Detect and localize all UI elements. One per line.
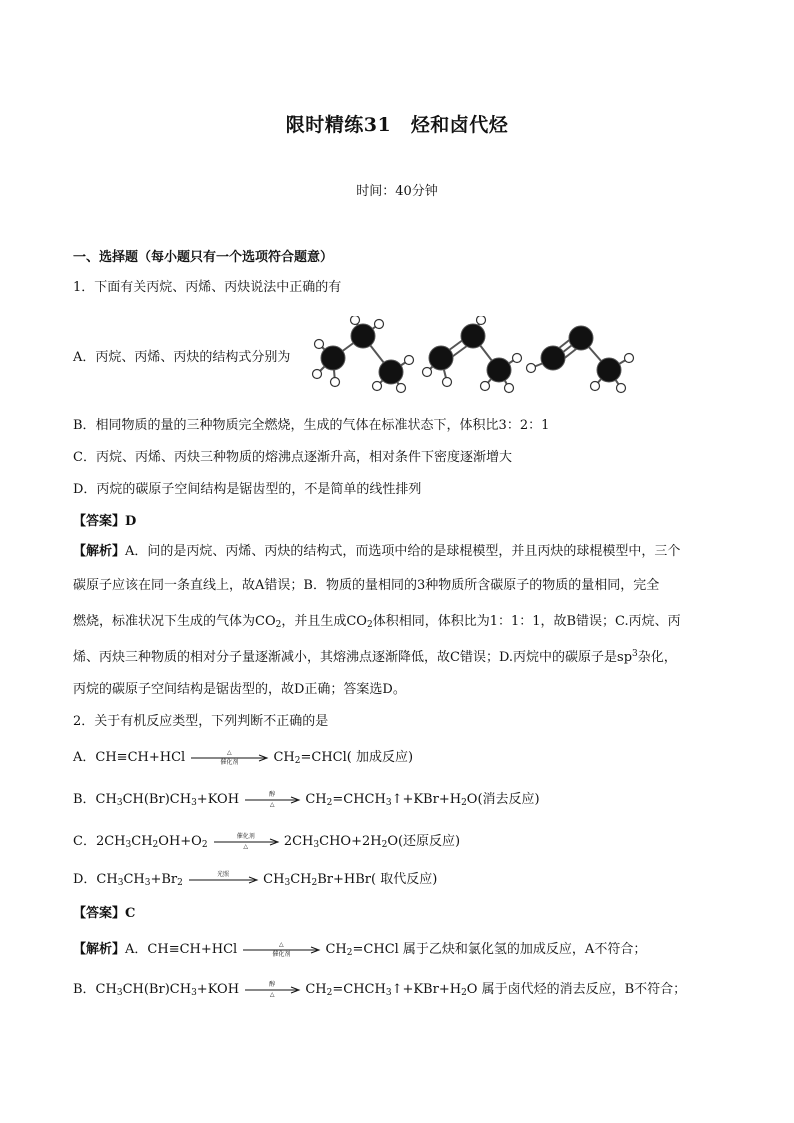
reactants: A．CH≡CH+HCl bbox=[73, 750, 186, 765]
q2-stem: 2．关于有机反应类型，下列判断不正确的是 bbox=[73, 714, 329, 729]
q1-option-a: A．丙烷、丙烯、丙炔的结构式分别为 bbox=[73, 350, 291, 365]
reaction-arrow bbox=[243, 790, 301, 810]
q1-option-d: D．丙烷的碳原子空间结构是锯齿型的，不是简单的线性排列 bbox=[73, 482, 422, 497]
products: O(消去反应) bbox=[466, 792, 540, 807]
q2-analysis-line-1 bbox=[73, 938, 646, 960]
reaction-arrow bbox=[241, 940, 321, 960]
q2-option-a bbox=[73, 746, 413, 768]
reaction-arrow bbox=[189, 748, 269, 768]
reaction-arrow bbox=[187, 870, 259, 890]
subscript: 2 bbox=[461, 988, 467, 998]
subscript: 3 bbox=[116, 798, 123, 808]
analysis-text: ，并且生成CO bbox=[281, 614, 367, 629]
section-heading: 一、选择题（每小题只有一个选项符合题意） bbox=[73, 250, 334, 265]
analysis-text: 烯、丙炔三种物质的相对分子量逐渐减小，其熔沸点逐渐降低，故C错误；D.丙烷中的碳原子是sp bbox=[73, 650, 633, 665]
products: CH bbox=[325, 942, 347, 957]
analysis-text: 杂化， bbox=[637, 650, 677, 665]
products: =CHCH bbox=[332, 982, 386, 997]
reactants: CH bbox=[123, 872, 145, 887]
analysis-text: =CHCl 属于乙炔和氯化氢的加成反应，A不符合； bbox=[352, 942, 647, 957]
arrow-condition: 光照 bbox=[217, 870, 230, 878]
superscript: 3 bbox=[632, 649, 638, 659]
q1-analysis-line-5: 丙烷的碳原子空间结构是锯齿型的，故D正确；答案选D。 bbox=[73, 682, 406, 697]
q1-analysis-line-1 bbox=[73, 540, 680, 559]
reactants: +KOH bbox=[196, 982, 240, 997]
q1-analysis-line-3 bbox=[73, 610, 681, 629]
subscript: 3 bbox=[116, 988, 123, 998]
reactants: B．CH bbox=[73, 982, 117, 997]
reactants: C．2CH bbox=[73, 834, 126, 849]
reaction-arrow bbox=[212, 832, 280, 852]
analysis-text: 体积相同，体积比为1：1：1，故B错误；C.丙烷、丙 bbox=[372, 614, 681, 629]
q2-option-c bbox=[73, 830, 460, 852]
reactants: B．CH bbox=[73, 792, 117, 807]
subscript: 2 bbox=[381, 840, 388, 850]
arrow-condition: 醇 bbox=[269, 790, 276, 798]
subscript: 3 bbox=[125, 840, 132, 850]
products: 2CH bbox=[283, 834, 314, 849]
q1-analysis-line-4 bbox=[73, 646, 677, 665]
subscript: 3 bbox=[144, 878, 151, 888]
subscript: 2 bbox=[346, 948, 353, 958]
subscript: 2 bbox=[366, 620, 373, 630]
subscript: 2 bbox=[201, 840, 208, 850]
reactants: OH+O bbox=[158, 834, 202, 849]
analysis-text: 燃烧，标准状况下生成的气体为CO bbox=[73, 614, 276, 629]
subscript: 3 bbox=[284, 878, 291, 888]
reactants: CH bbox=[131, 834, 153, 849]
q2-option-d bbox=[73, 868, 437, 890]
q2-answer: 【答案】C bbox=[73, 906, 136, 921]
reactants: A．CH≡CH+HCl bbox=[125, 942, 238, 957]
subscript: 3 bbox=[313, 840, 320, 850]
subscript: 2 bbox=[177, 878, 183, 888]
analysis-label: 【解析】 bbox=[73, 544, 126, 559]
subscript: 3 bbox=[385, 988, 392, 998]
page-title: 限时精练31 烃和卤代烃 bbox=[285, 114, 509, 136]
reactants: D．CH bbox=[73, 872, 118, 887]
subscript: 2 bbox=[461, 798, 467, 808]
products: Br+HBr( 取代反应) bbox=[317, 872, 438, 887]
products: CH bbox=[305, 792, 327, 807]
ball-and-stick-models bbox=[305, 316, 645, 394]
subscript: 3 bbox=[385, 798, 392, 808]
reactants: CH(Br)CH bbox=[122, 792, 192, 807]
q2-analysis-line-2 bbox=[73, 978, 686, 1000]
subscript: 3 bbox=[191, 988, 197, 998]
products: CH bbox=[273, 750, 295, 765]
analysis-text: O 属于卤代烃的消去反应，B不符合； bbox=[466, 982, 687, 997]
arrow-condition: △ bbox=[227, 748, 232, 756]
subscript: 2 bbox=[311, 878, 318, 888]
q1-option-b: B．相同物质的量的三种物质完全燃烧，生成的气体在标准状态下，体积比3：2：1 bbox=[73, 418, 550, 433]
products: CH bbox=[263, 872, 285, 887]
subscript: 2 bbox=[294, 756, 301, 766]
arrow-condition: 催化剂 bbox=[220, 758, 239, 766]
time-limit: 时间：40分钟 bbox=[356, 184, 438, 199]
arrow-condition: △ bbox=[269, 990, 275, 998]
arrow-condition: 催化剂 bbox=[236, 832, 255, 840]
products: O(还原反应) bbox=[387, 834, 461, 849]
q1-analysis-line-2: 碳原子应该在同一条直线上，故A错误；B．物质的量相同的3种物质所含碳原子的物质的量相同，完全 bbox=[73, 578, 660, 593]
q1-answer: 【答案】D bbox=[73, 514, 137, 529]
q1-stem: 1．下面有关丙烷、丙烯、丙炔说法中正确的有 bbox=[73, 280, 342, 295]
products: =CHCl( 加成反应) bbox=[300, 750, 414, 765]
subscript: 2 bbox=[152, 840, 159, 850]
analysis-text: A．问的是丙烷、丙烯、丙炔的结构式，而选项中给的是球棍模型，并且丙炔的球棍模型中，三个 bbox=[125, 544, 681, 559]
subscript: 2 bbox=[326, 988, 333, 998]
q1-option-c: C．丙烷、丙烯、丙炔三种物质的熔沸点逐渐升高，相对条件下密度逐渐增大 bbox=[73, 450, 512, 465]
subscript: 3 bbox=[117, 878, 124, 888]
arrow-condition: △ bbox=[279, 940, 284, 948]
reactants: +Br bbox=[150, 872, 178, 887]
products: ↑+KBr+H bbox=[391, 792, 462, 807]
products: CHO+2H bbox=[319, 834, 382, 849]
arrow-condition: 催化剂 bbox=[272, 950, 291, 958]
q2-option-b bbox=[73, 788, 540, 810]
reactants: CH(Br)CH bbox=[122, 982, 192, 997]
reactants: +KOH bbox=[196, 792, 240, 807]
arrow-condition: △ bbox=[243, 842, 249, 850]
arrow-condition: 醇 bbox=[269, 980, 276, 988]
analysis-label: 【解析】 bbox=[73, 942, 126, 957]
reaction-arrow bbox=[243, 980, 301, 1000]
products: CH bbox=[305, 982, 327, 997]
subscript: 2 bbox=[275, 620, 282, 630]
products: CH bbox=[290, 872, 312, 887]
subscript: 3 bbox=[191, 798, 197, 808]
products: =CHCH bbox=[332, 792, 386, 807]
arrow-condition: △ bbox=[269, 800, 275, 808]
subscript: 2 bbox=[326, 798, 333, 808]
products: ↑+KBr+H bbox=[391, 982, 462, 997]
